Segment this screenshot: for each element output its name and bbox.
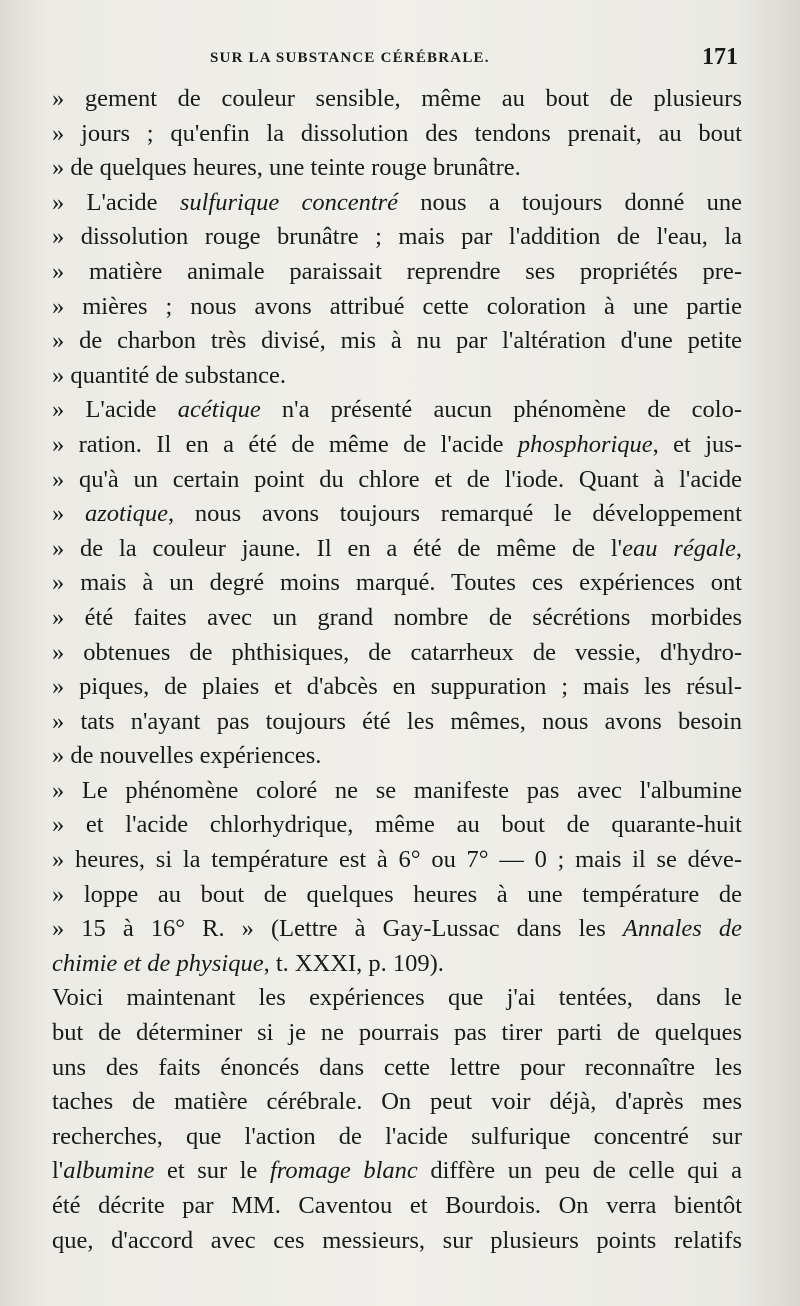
text-line: [52, 878, 742, 913]
text-line: [52, 1154, 742, 1189]
text-line: [52, 739, 742, 774]
italic-text: sulfurique concentré: [179, 188, 399, 216]
text-segment: but de déterminer si je ne pourrais pas tirer parti de quelques: [52, 1019, 742, 1047]
text-line: [52, 566, 742, 601]
text-segment: » loppe au bout de quelques heures à une température de: [52, 880, 742, 908]
text-segment: Voici maintenant les expériences que j'ai tentées, dans le: [52, 984, 742, 1012]
text-segment: » heures, si la température est à 6° ou 7° — 0 ; mais il se déve-: [52, 846, 742, 874]
text-line: [52, 82, 742, 117]
text-line: [52, 601, 742, 636]
text-segment: uns des faits énoncés dans cette lettre pour reconnaître les: [52, 1053, 742, 1081]
text-segment: » piques, de plaies et d'abcès en suppuration ; mais les résul-: [52, 673, 742, 701]
italic-text: fromage blanc: [270, 1157, 418, 1185]
text-segment: » ration. Il en a été de même de l'acide: [52, 430, 518, 458]
text-segment: » obtenues de phthisiques, de catarrheux de vessie, d'hydro-: [52, 638, 742, 666]
text-segment: été décrite par MM. Caventou et Bourdois. On verra bientôt: [52, 1192, 742, 1219]
text-segment: n'a présenté aucun phénomène de colo-: [260, 396, 742, 424]
text-line: [52, 1016, 742, 1051]
text-segment: » Le phénomène coloré ne se manifeste pas avec l'albumine: [52, 776, 742, 804]
text-segment: nous a toujours donné une: [398, 188, 742, 216]
text-line: [52, 1085, 742, 1120]
text-segment: diffère un peu de celle qui a: [417, 1157, 742, 1185]
page-header: [60, 44, 750, 78]
italic-text: eau régale: [622, 534, 736, 562]
text-line: [52, 186, 742, 221]
text-segment: ,: [735, 534, 742, 562]
italic-text: acétique: [177, 396, 261, 424]
text-segment: » de charbon très divisé, mis à nu par l'altération d'une petite: [52, 327, 742, 355]
text-segment: » dissolution rouge brunâtre ; mais par l'addition de l'eau, la: [52, 223, 742, 251]
italic-text: Annales de: [622, 915, 742, 943]
text-line: [52, 255, 742, 290]
text-line: [52, 808, 742, 843]
text-line: [52, 774, 742, 809]
text-segment: taches de matière cérébrale. On peut voir déjà, d'après mes: [52, 1088, 742, 1116]
text-segment: » quantité de substance.: [52, 361, 287, 389]
text-line: [52, 636, 742, 671]
text-segment: , et jus-: [652, 430, 742, 458]
text-segment: » L'acide: [52, 396, 178, 424]
text-line: [52, 393, 742, 428]
text-line: [52, 912, 742, 947]
text-segment: » été faites avec un grand nombre de sécrétions morbides: [52, 603, 742, 631]
text-line: [52, 290, 742, 325]
italic-text: chimie et de physique: [52, 949, 264, 977]
text-line: [52, 947, 742, 982]
text-segment: » et l'acide chlorhydrique, même au bout de quarante-huit: [52, 811, 742, 839]
text-line: [52, 220, 742, 255]
running-title: SUR LA SUBSTANCE CÉRÉBRALE.: [210, 50, 490, 66]
text-segment: , nous avons toujours remarqué le développement: [168, 500, 742, 528]
text-line: [52, 981, 742, 1016]
text-segment: » tats n'ayant pas toujours été les mêmes, nous avons besoin: [52, 707, 742, 735]
italic-text: phosphorique: [517, 430, 653, 458]
text-line: [52, 117, 742, 152]
body-text: [52, 82, 742, 1258]
italic-text: albumine: [63, 1157, 155, 1185]
text-line: [52, 359, 742, 394]
text-line: [52, 324, 742, 359]
text-segment: » jours ; qu'enfin la dissolution des tendons prenait, au bout: [52, 119, 742, 147]
text-line: [52, 532, 742, 567]
text-line: [52, 1051, 742, 1086]
text-line: [52, 1120, 742, 1155]
page-number: 171: [702, 44, 738, 70]
text-segment: » qu'à un certain point du chlore et de l'iode. Quant à l'acide: [52, 465, 742, 493]
text-line: [52, 843, 742, 878]
text-segment: , t. XXXI, p. 109).: [263, 949, 444, 977]
text-segment: » matière animale paraissait reprendre ses propriétés pre-: [52, 257, 742, 285]
text-segment: » gement de couleur sensible, même au bout de plusieurs: [52, 85, 742, 112]
text-line: [52, 1189, 742, 1224]
italic-text: azotique: [84, 500, 168, 528]
text-segment: » de nouvelles expériences.: [52, 742, 322, 770]
text-segment: recherches, que l'action de l'acide sulfurique concentré sur: [52, 1122, 742, 1150]
text-segment: » L'acide: [52, 188, 180, 216]
text-segment: et sur le: [154, 1157, 270, 1185]
text-line: [52, 705, 742, 740]
text-segment: » mais à un degré moins marqué. Toutes ces expériences ont: [52, 569, 742, 597]
text-line: [52, 1224, 742, 1259]
text-line: [52, 428, 742, 463]
text-segment: »: [52, 500, 85, 528]
text-line: [52, 497, 742, 532]
text-line: [52, 463, 742, 498]
text-segment: l': [52, 1157, 64, 1185]
text-segment: que, d'accord avec ces messieurs, sur plusieurs points relatifs: [52, 1226, 742, 1254]
text-segment: » mières ; nous avons attribué cette coloration à une partie: [52, 292, 742, 320]
text-line: [52, 151, 742, 186]
text-segment: » de quelques heures, une teinte rouge brunâtre.: [52, 154, 521, 182]
text-segment: » 15 à 16° R. » (Lettre à Gay-Lussac dans les: [52, 915, 623, 943]
text-segment: » de la couleur jaune. Il en a été de même de l': [52, 534, 623, 562]
text-line: [52, 670, 742, 705]
